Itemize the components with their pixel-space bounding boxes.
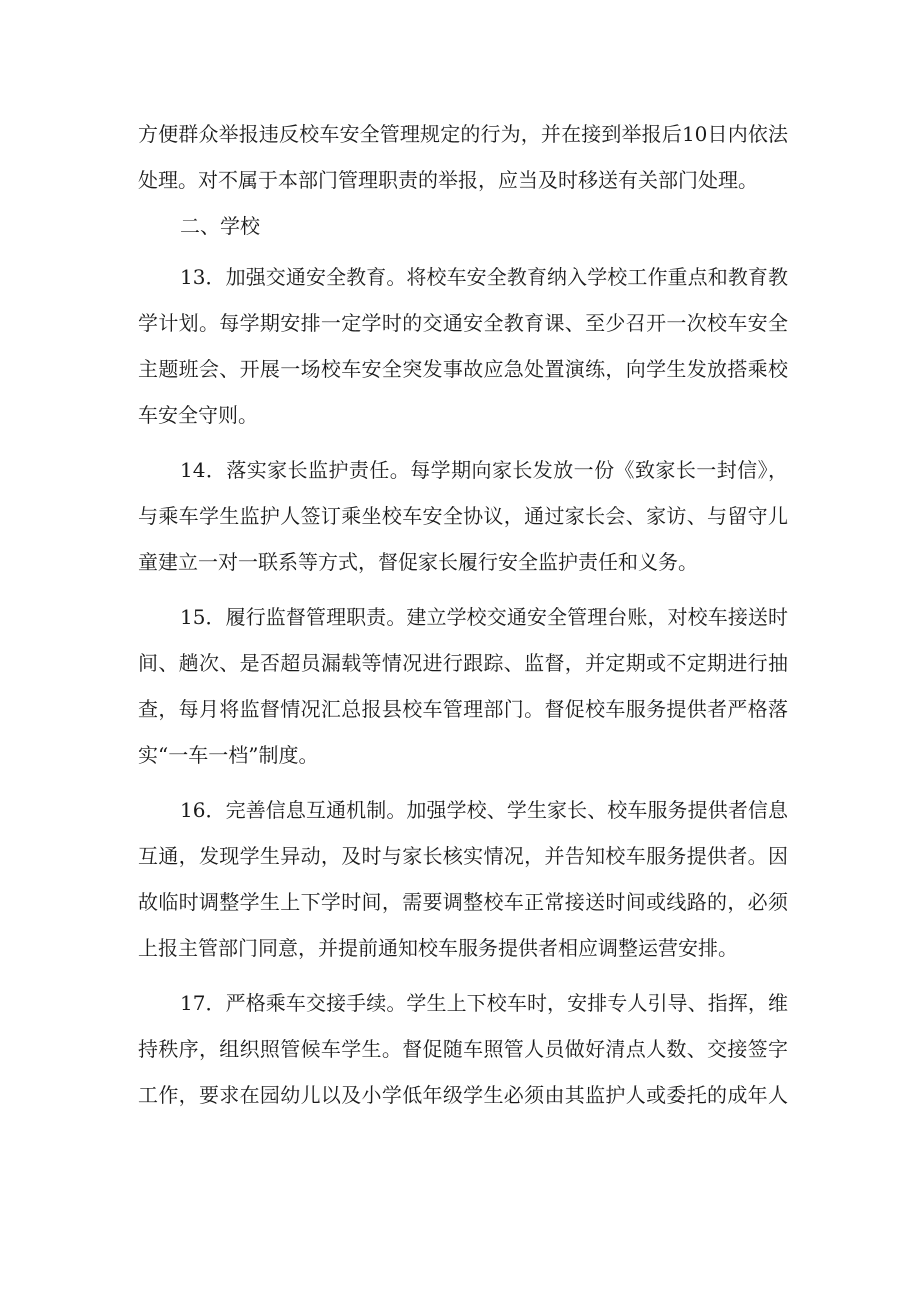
section-heading: 二、学校 — [180, 214, 260, 238]
text-line: 16．完善信息互通机制。加强学校、学生家长、校车服务提供者信息 — [180, 798, 788, 822]
text-line: 主题班会、开展一场校车安全突发事故应急处置演练，向学生发放搭乘校 — [138, 357, 788, 381]
text-line: 上报主管部门同意，并提前通知校车服务提供者相应调整运营安排。 — [138, 936, 738, 960]
text-line: 13．加强交通安全教育。将校车安全教育纳入学校工作重点和教育教 — [180, 265, 788, 289]
text-line: 童建立一对一联系等方式，督促家长履行安全监护责任和义务。 — [138, 550, 698, 574]
text-line: 实“一车一档”制度。 — [138, 743, 319, 767]
text-line: 间、趟次、是否超员漏载等情况进行跟踪、监督，并定期或不定期进行抽 — [138, 651, 788, 675]
text-line: 工作，要求在园幼儿以及小学低年级学生必须由其监护人或委托的成年人 — [138, 1083, 788, 1107]
text-line: 14．落实家长监护责任。每学期向家长发放一份《致家长一封信》， — [180, 458, 788, 482]
text-line: 学计划。每学期安排一定学时的交通安全教育课、至少召开一次校车安全 — [138, 311, 788, 335]
text-line: 处理。对不属于本部门管理职责的举报，应当及时移送有关部门处理。 — [138, 168, 758, 192]
text-line: 15．履行监督管理职责。建立学校交通安全管理台账，对校车接送时 — [180, 605, 788, 629]
text-line: 方便群众举报违反校车安全管理规定的行为，并在接到举报后10日内依法 — [138, 122, 788, 146]
text-line: 查，每月将监督情况汇总报县校车管理部门。督促校车服务提供者严格落 — [138, 697, 788, 721]
text-line: 17．严格乘车交接手续。学生上下校车时，安排专人引导、指挥，维 — [180, 991, 788, 1015]
text-line: 互通，发现学生异动，及时与家长核实情况，并告知校车服务提供者。因 — [138, 844, 788, 868]
text-line: 持秩序，组织照管候车学生。督促随车照管人员做好清点人数、交接签字 — [138, 1037, 788, 1061]
text-line: 故临时调整学生上下学时间，需要调整校车正常接送时间或线路的，必须 — [138, 890, 788, 914]
text-line: 与乘车学生监护人签订乘坐校车安全协议，通过家长会、家访、与留守儿 — [138, 504, 788, 528]
text-line: 车安全守则。 — [138, 403, 258, 427]
